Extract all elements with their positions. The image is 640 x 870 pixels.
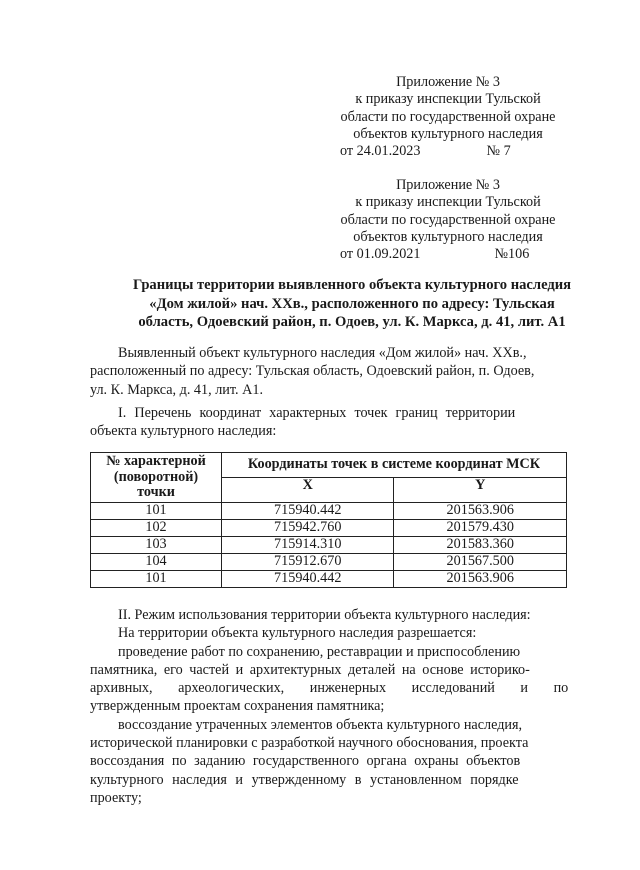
- cell-x: 715940.442: [222, 571, 394, 588]
- section-2-line: исторической планировки с разработкой научного обоснования, проекта: [90, 735, 529, 752]
- cell-x: 715942.760: [222, 520, 394, 537]
- cell-point: 101: [91, 503, 222, 520]
- annex-line: объектов культурного наследия: [353, 125, 543, 142]
- intro-line: ул. К. Маркса, д. 41, лит. А1.: [90, 381, 263, 398]
- table-row: [91, 537, 567, 554]
- section-2-line: II. Режим использования территории объекта культурного наследия:: [118, 607, 531, 623]
- annex-line: области по государственной охране: [340, 211, 556, 228]
- cell-y: 201563.906: [394, 503, 567, 520]
- annex-number: №106: [494, 246, 530, 263]
- coordinates-table: [90, 452, 567, 588]
- cell-point: 101: [91, 571, 222, 588]
- cell-x: 715914.310: [222, 537, 394, 554]
- intro-paragraph: [90, 344, 568, 399]
- annex-date-row: [318, 246, 578, 263]
- table-row: [91, 571, 567, 588]
- title-line: область, Одоевский район, п. Одоев, ул. К. Маркса, д. 41, лит. А1: [138, 314, 566, 330]
- table-row: [91, 520, 567, 537]
- section-2-line: архивных, археологических, инженерных исследований и по: [90, 680, 569, 697]
- annex-header-current: [318, 74, 578, 160]
- section-1-line: объекта культурного наследия:: [90, 423, 277, 440]
- header-point-number: № характерной (поворотной) точки: [91, 453, 222, 503]
- header-coordinates: Координаты точек в системе координат МСК: [222, 453, 567, 478]
- cell-point: 104: [91, 554, 222, 571]
- title-line: «Дом жилой» нач. ХХв., расположенного по адресу: Тульская: [149, 295, 555, 312]
- annex-number: № 7: [486, 143, 511, 160]
- section-2-line: памятника, его частей и архитектурных деталей на основе историко-: [90, 661, 530, 678]
- annex-title: Приложение № 3: [396, 177, 500, 193]
- section-2-line: воссоздания по заданию государственного органа охраны объектов: [90, 753, 521, 770]
- cell-point: 103: [91, 537, 222, 554]
- annex-header-original: [318, 177, 578, 263]
- table-row: [91, 554, 567, 571]
- cell-y: 201583.360: [394, 537, 567, 554]
- section-2-line: культурного наследия и утвержденному в установленном порядке: [90, 771, 519, 788]
- title-line: Границы территории выявленного объекта культурного наследия: [132, 277, 572, 293]
- table-header-row: [91, 453, 567, 478]
- header-x: X: [222, 478, 394, 503]
- cell-y: 201567.500: [394, 554, 567, 571]
- table-row: [91, 503, 567, 520]
- intro-line: расположенный по адресу: Тульская область, Одоевский район, п. Одоев,: [90, 363, 535, 380]
- annex-line: объектов культурного наследия: [353, 228, 543, 245]
- annex-title: Приложение № 3: [396, 74, 500, 90]
- section-2-line: проекту;: [90, 789, 142, 806]
- cell-y: 201563.906: [394, 571, 567, 588]
- section-2-line: утвержденным проектам сохранения памятника;: [90, 698, 385, 715]
- cell-x: 715940.442: [222, 503, 394, 520]
- section-2: [90, 606, 568, 807]
- annex-date: от 24.01.2023: [340, 143, 421, 160]
- annex-date-row: [318, 143, 578, 160]
- cell-x: 715912.670: [222, 554, 394, 571]
- header-y: Y: [394, 478, 567, 503]
- cell-y: 201579.430: [394, 520, 567, 537]
- annex-line: к приказу инспекции Тульской: [355, 91, 541, 108]
- document-title: [72, 276, 632, 332]
- annex-line: области по государственной охране: [340, 108, 556, 125]
- section-2-line: воссоздание утраченных элементов объекта культурного наследия,: [118, 716, 523, 733]
- annex-date: от 01.09.2021: [340, 246, 421, 263]
- section-2-line: На территории объекта культурного наследия разрешается:: [118, 625, 477, 642]
- section-1-heading: [90, 404, 568, 441]
- intro-line: Выявленный объект культурного наследия «Дом жилой» нач. ХХв.,: [118, 345, 527, 361]
- section-2-line: проведение работ по сохранению, реставрации и приспособлению: [118, 643, 521, 660]
- cell-point: 102: [91, 520, 222, 537]
- section-1-line: I. Перечень координат характерных точек границ территории: [118, 405, 516, 421]
- annex-line: к приказу инспекции Тульской: [355, 194, 541, 211]
